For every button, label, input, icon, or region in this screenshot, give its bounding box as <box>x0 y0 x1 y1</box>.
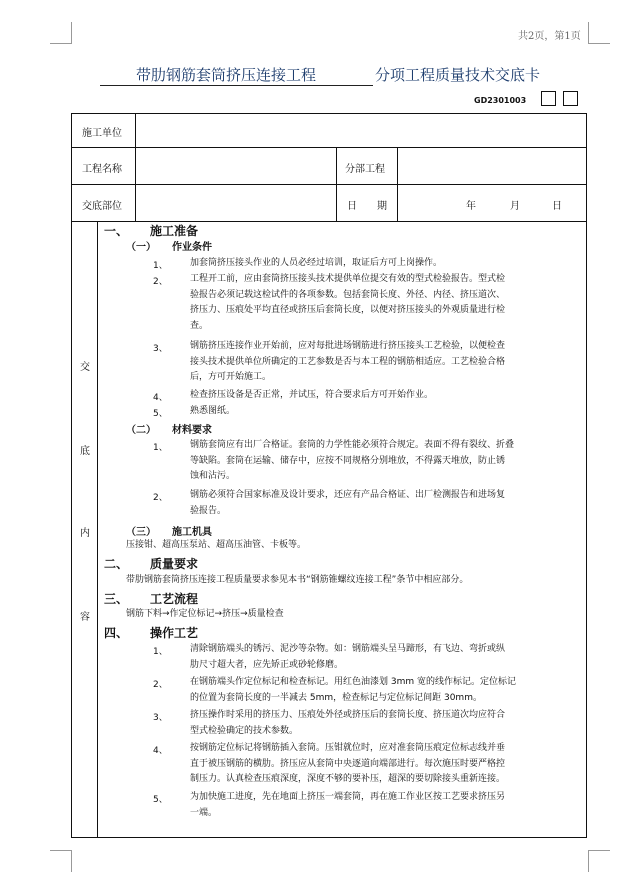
row-divider <box>71 221 587 222</box>
sub-project-label: 分部工程 <box>345 164 385 175</box>
title-suffix: 分项工程质量技术交底卡 <box>375 66 541 84</box>
day-label: 日 <box>552 201 562 212</box>
row-divider <box>71 184 587 185</box>
item-text: 清除钢筋端头的锈污、泥沙等杂物。如：钢筋端头呈马蹄形，有飞边、弯折或纵 肋尺寸超大者，应先矫正或砂轮修磨。 <box>190 644 506 670</box>
crop-mark <box>71 22 72 44</box>
section-title: 质量要求 <box>150 557 199 571</box>
item-text: 熟悉图纸。 <box>190 406 236 416</box>
tools-text: 压接钳、超高压泵站、超高压油管、卡板等。 <box>126 540 307 550</box>
side-label-char: 交 <box>80 362 90 373</box>
col-divider <box>397 147 398 221</box>
col-divider <box>135 113 136 221</box>
item-text: 挤压操作时采用的挤压力、压痕处外径或挤压后的套筒长度、挤压道次均应符合 型式检验确定的技术参数。 <box>190 710 506 736</box>
item-number: 4、 <box>153 746 168 756</box>
document-title <box>0 64 632 88</box>
item-text: 在钢筋端头作定位标记和检查标记。用红色油漆划 3mm 宽的线作标记。定位标记 的位置为套筒长度的一半减去 5mm，检查标记与定位标记间距 30mm。 <box>190 677 516 703</box>
date-label: 日 期 <box>347 201 387 212</box>
crop-mark <box>50 43 72 44</box>
item-number: 5、 <box>153 409 168 419</box>
title-main: 带肋钢筋套筒挤压连接工程 <box>100 64 373 86</box>
item-number: 2、 <box>153 277 168 287</box>
subsection-number: （一） <box>126 242 156 253</box>
row-divider <box>71 147 587 148</box>
col-divider <box>97 221 98 838</box>
item-number: 2、 <box>153 680 168 690</box>
section-number: 四、 <box>104 626 129 640</box>
item-text: 工程开工前，应由套筒挤压接头技术提供单位提交有效的型式检验报告。型式检 验报告必须记载这检试件的各项参数。包括套筒长度、外径、内径、挤压道次、 挤压力、压痕处平均直径或挤压后套筒长度，以便对挤压接头的外观质量进行检 查。 <box>190 274 506 331</box>
col-divider <box>336 147 337 221</box>
item-number: 1、 <box>153 261 168 271</box>
side-label-char: 内 <box>80 528 90 539</box>
item-text: 为加快施工进度，先在地面上挤压一端套筒，再在施工作业区按工艺要求挤压另 一端。 <box>190 792 506 818</box>
item-text: 钢筋挤压连接作业开始前，应对每批进场钢筋进行挤压接头工艺检验，以便检查 接头技术提供单位所确定的工艺参数是否与本工程的钢筋相适应。工艺检验合格 后，方可开始施工。 <box>190 341 506 382</box>
item-text: 钢筋必须符合国家标准及设计要求，还应有产品合格证、出厂检测报告和进场复 验报告。 <box>190 490 506 516</box>
year-label: 年 <box>466 201 476 212</box>
section-number: 二、 <box>104 557 129 571</box>
month-label: 月 <box>510 201 520 212</box>
side-label-char: 容 <box>80 612 90 623</box>
crop-mark <box>588 850 610 851</box>
subsection-title: 施工机具 <box>172 527 212 538</box>
subsection-title: 作业条件 <box>172 242 212 253</box>
crop-mark <box>588 850 589 872</box>
subsection-number: （二） <box>126 425 156 436</box>
section-title: 施工准备 <box>150 224 199 238</box>
item-number: 2、 <box>153 493 168 503</box>
item-text: 加套筒挤压接头作业的人员必经过培训，取证后方可上岗操作。 <box>190 258 443 268</box>
item-number: 5、 <box>153 795 168 805</box>
subsection-title: 材料要求 <box>172 425 212 436</box>
page-number: 共2页，第1页 <box>518 31 581 42</box>
crop-mark <box>588 22 589 44</box>
item-number: 3、 <box>153 344 168 354</box>
subsection-number: （三） <box>126 527 156 538</box>
section-number: 三、 <box>104 592 129 606</box>
checkbox-square <box>541 91 556 106</box>
item-text: 按钢筋定位标记将钢筋插入套筒。压钳就位时，应对准套筒压痕定位标志线并垂 直于被压钢筋的横肋。挤压应从套筒中央逐道向端部进行。每次施压时要严格控 制压力。认真检查压痕深度，深度不够的要补压，超深的要切除接头重新连接。 <box>190 743 506 784</box>
crop-mark <box>71 850 72 872</box>
construction-unit-label: 施工单位 <box>82 128 122 139</box>
process-flow-text: 钢筋下料→作定位标记→挤压→质量检查 <box>126 609 284 619</box>
quality-text: 带肋钢筋套筒挤压连接工程质量要求参见本书“钢筋锥螺纹连接工程”条节中相应部分。 <box>126 575 469 585</box>
section-number: 一、 <box>104 224 129 238</box>
item-text: 钢筋套筒应有出厂合格证。套筒的力学性能必须符合规定。表面不得有裂纹、折叠 等缺陷。套筒在运输、储存中，应按不同规格分别堆放，不得露天堆放，防止锈 蚀和沾污。 <box>190 440 515 481</box>
checkbox-square <box>563 91 578 106</box>
item-number: 4、 <box>153 393 168 403</box>
section-title: 工艺流程 <box>150 592 199 606</box>
item-number: 3、 <box>153 713 168 723</box>
crop-mark <box>50 850 72 851</box>
side-label-char: 底 <box>80 446 90 457</box>
project-name-label: 工程名称 <box>82 164 122 175</box>
item-text: 检查挤压设备是否正常，并试压，符合要求后方可开始作业。 <box>190 390 434 400</box>
crop-mark <box>588 43 610 44</box>
document-code: GD2301003 <box>474 96 527 105</box>
item-number: 1、 <box>153 443 168 453</box>
section-title: 操作工艺 <box>150 626 199 640</box>
item-number: 1、 <box>153 647 168 657</box>
handover-dept-label: 交底部位 <box>82 201 122 212</box>
